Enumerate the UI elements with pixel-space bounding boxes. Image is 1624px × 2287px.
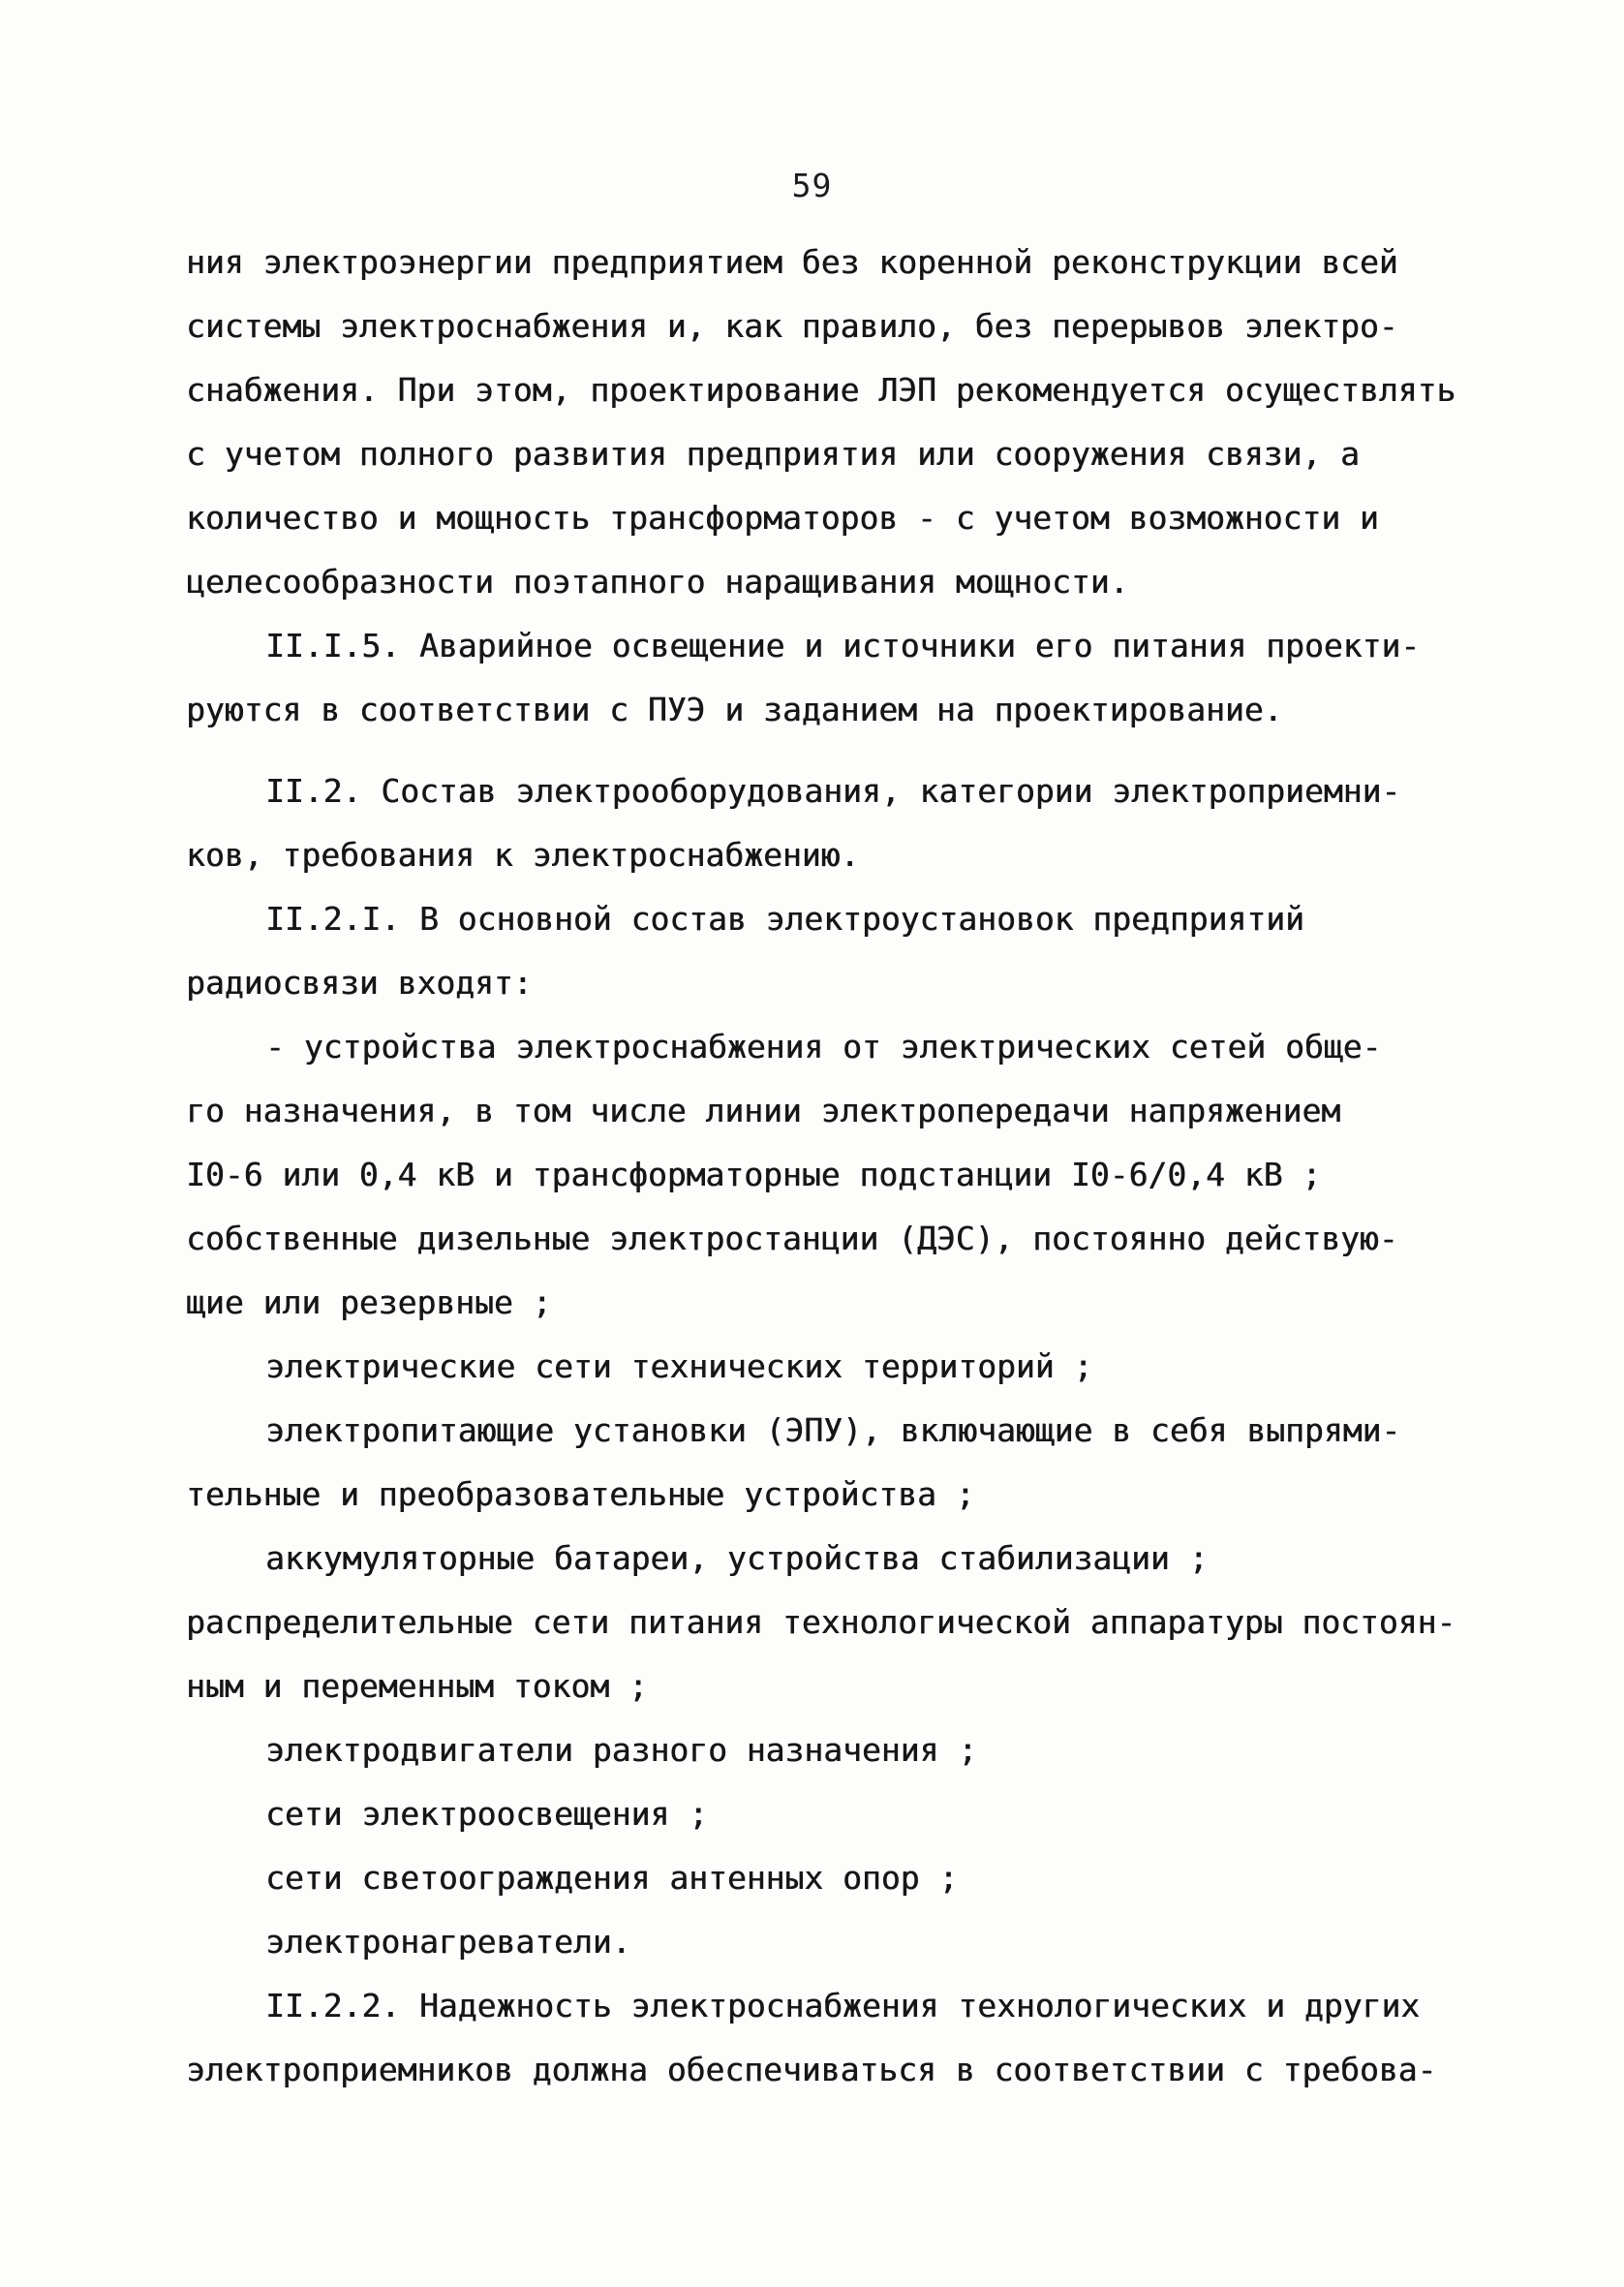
- text-line: ным и переменным током ;: [186, 1667, 648, 1705]
- text-line: снабжения. При этом, проектирование ЛЭП рекомендуется осуществлять: [186, 371, 1456, 409]
- text-line: радиосвязи входят:: [186, 964, 533, 1002]
- list-item-line: аккумуляторные батареи, устройства стабилизации ;: [265, 1539, 1209, 1577]
- text-line: щие или резервные ;: [186, 1283, 552, 1321]
- text-line: целесообразности поэтапного наращивания мощности.: [186, 563, 1129, 601]
- list-item-line: сети электроосвещения ;: [265, 1795, 708, 1833]
- list-item-line: электронагреватели.: [265, 1923, 631, 1961]
- page-number: 59: [791, 167, 833, 204]
- text-line: руются в соответствии с ПУЭ и заданием на проектирование.: [186, 691, 1283, 728]
- text-line: ков, требования к электроснабжению.: [186, 836, 860, 874]
- text-line: I0-6 или 0,4 кВ и трансформаторные подстанции I0-6/0,4 кВ ;: [186, 1156, 1322, 1193]
- list-item-line: электропитающие установки (ЭПУ), включающие в себя выпрями-: [265, 1411, 1401, 1449]
- section-heading-line: II.I.5. Аварийное освещение и источники его питания проекти-: [265, 627, 1421, 664]
- text-line: электроприемников должна обеспечиваться в соответствии с требова-: [186, 2051, 1437, 2088]
- text-line: собственные дизельные электростанции (ДЭС), постоянно действую-: [186, 1220, 1398, 1257]
- text-line: ния электроэнергии предприятием без коренной реконструкции всей: [186, 243, 1398, 281]
- list-item-line: сети светоограждения антенных опор ;: [265, 1859, 959, 1897]
- text-line: распределительные сети питания технологической аппаратуры постоян-: [186, 1603, 1456, 1641]
- text-line: с учетом полного развития предприятия или сооружения связи, а: [186, 435, 1360, 473]
- text-line: количество и мощность трансформаторов - с учетом возможности и: [186, 499, 1379, 537]
- text-line: системы электроснабжения и, как правило, без перерывов электро-: [186, 307, 1398, 345]
- section-heading-line: II.2. Состав электрооборудования, категории электроприемни-: [265, 772, 1401, 810]
- text-line: го назначения, в том числе линии электропередачи напряжением: [186, 1092, 1341, 1129]
- section-heading-line: II.2.2. Надежность электроснабжения технологических и других: [265, 1987, 1421, 2024]
- list-item-line: - устройства электроснабжения от электрических сетей обще-: [265, 1028, 1382, 1066]
- section-heading-line: II.2.I. В основной состав электроустановок предприятий: [265, 900, 1304, 938]
- paragraph-gap: [186, 742, 1484, 759]
- text-line: тельные и преобразовательные устройства ;: [186, 1475, 975, 1513]
- list-item-line: электрические сети технических территорий ;: [265, 1347, 1093, 1385]
- document-body: [186, 231, 1484, 2102]
- list-item-line: электродвигатели разного назначения ;: [265, 1731, 978, 1769]
